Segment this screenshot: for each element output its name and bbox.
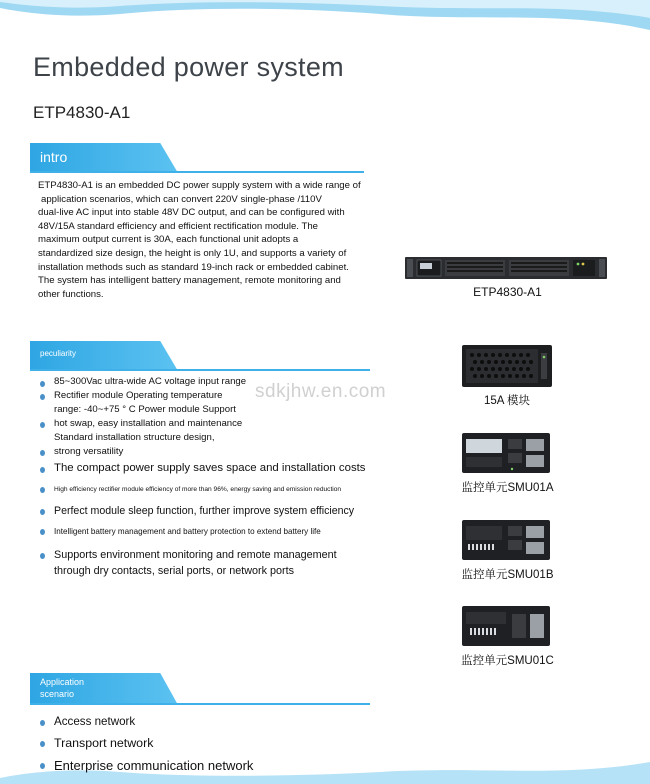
intro-line: dual-live AC input into stable 48V DC output, and can be configured with xyxy=(38,207,345,219)
product-caption: 监控单元SMU01B xyxy=(461,569,554,581)
product-caption: 监控单元SMU01A xyxy=(461,482,554,494)
application-section-header xyxy=(30,673,370,705)
list-item: The compact power supply saves space and installation costs xyxy=(40,462,366,474)
monitor-unit-image xyxy=(462,606,550,646)
list-item: 85~300Vac ultra-wide AC voltage input range xyxy=(40,376,246,387)
list-item: strong versatility xyxy=(40,446,123,457)
list-item: Enterprise communication network xyxy=(40,758,253,773)
intro-line: maximum output current is 30A, each functional unit adopts a xyxy=(38,234,299,246)
application-label: Application scenario xyxy=(40,677,85,699)
bullet-dot-icon xyxy=(40,741,45,747)
list-item: Access network xyxy=(40,715,135,728)
list-item: Perfect module sleep function, further improve system efficiency xyxy=(40,505,354,517)
rack-unit-image xyxy=(405,255,607,281)
product-caption: 15A 模块 xyxy=(483,395,531,407)
intro-line: ETP4830-A1 is an embedded DC power supply system with a wide range of xyxy=(38,180,361,191)
monitor-unit-image xyxy=(462,520,550,560)
list-item: Supports environment monitoring and remote management xyxy=(40,549,337,561)
top-wave-decoration xyxy=(0,0,650,40)
intro-line: 48V/15A standard efficiency and efficient rectification module. The xyxy=(38,220,318,232)
list-item: Transport network xyxy=(40,736,153,750)
monitor-unit-image xyxy=(462,433,550,473)
page-title: Embedded power system xyxy=(33,52,344,82)
intro-text xyxy=(38,179,368,301)
list-item: Standard installation structure design, xyxy=(40,432,215,443)
peculiarity-label: peculiarity xyxy=(40,349,77,358)
list-item: hot swap, easy installation and maintenance xyxy=(40,418,242,429)
bullet-dot-icon xyxy=(40,467,45,473)
intro-section-header xyxy=(30,143,364,173)
bullet-dot-icon xyxy=(40,763,45,769)
watermark: sdkjhw.en.com xyxy=(255,381,387,402)
list-item: range: -40~+75 ° C Power module Support xyxy=(40,404,236,415)
list-item: Rectifier module Operating temperature xyxy=(40,390,223,401)
intro-line: installation methods such as standard 19-inch rack or embedded cabinet. xyxy=(38,261,349,273)
intro-line: application scenarios, which can convert 220V single-phase /110V xyxy=(41,193,322,205)
model-name: ETP4830-A1 xyxy=(33,103,131,122)
bullet-dot-icon xyxy=(40,509,45,515)
bullet-dot-icon xyxy=(40,553,45,559)
bullet-dot-icon xyxy=(40,529,45,535)
list-item: through dry contacts, serial ports, or network ports xyxy=(40,565,294,577)
rectifier-module-image xyxy=(462,345,552,387)
intro-line: other functions. xyxy=(38,288,104,300)
bullet-dot-icon xyxy=(40,487,45,493)
bullet-dot-icon xyxy=(40,381,45,387)
bullet-dot-icon xyxy=(40,450,45,456)
bullet-dot-icon xyxy=(40,720,45,726)
product-caption: 监控单元SMU01C xyxy=(461,655,554,667)
list-item: Intelligent battery management and battery protection to extend battery life xyxy=(40,527,321,536)
intro-line: standardized size design, the height is only 1U, and supports a variety of xyxy=(38,247,347,259)
product-caption: ETP4830-A1 xyxy=(473,285,542,299)
peculiarity-section-header xyxy=(30,341,370,371)
list-item: High efficiency rectifier module efficiency of more than 96%, energy saving and emission reduction xyxy=(40,486,341,493)
bullet-dot-icon xyxy=(40,422,45,428)
intro-line: The system has intelligent battery management, remote monitoring and xyxy=(38,275,341,287)
bullet-dot-icon xyxy=(40,394,45,400)
intro-label: intro xyxy=(40,149,68,165)
